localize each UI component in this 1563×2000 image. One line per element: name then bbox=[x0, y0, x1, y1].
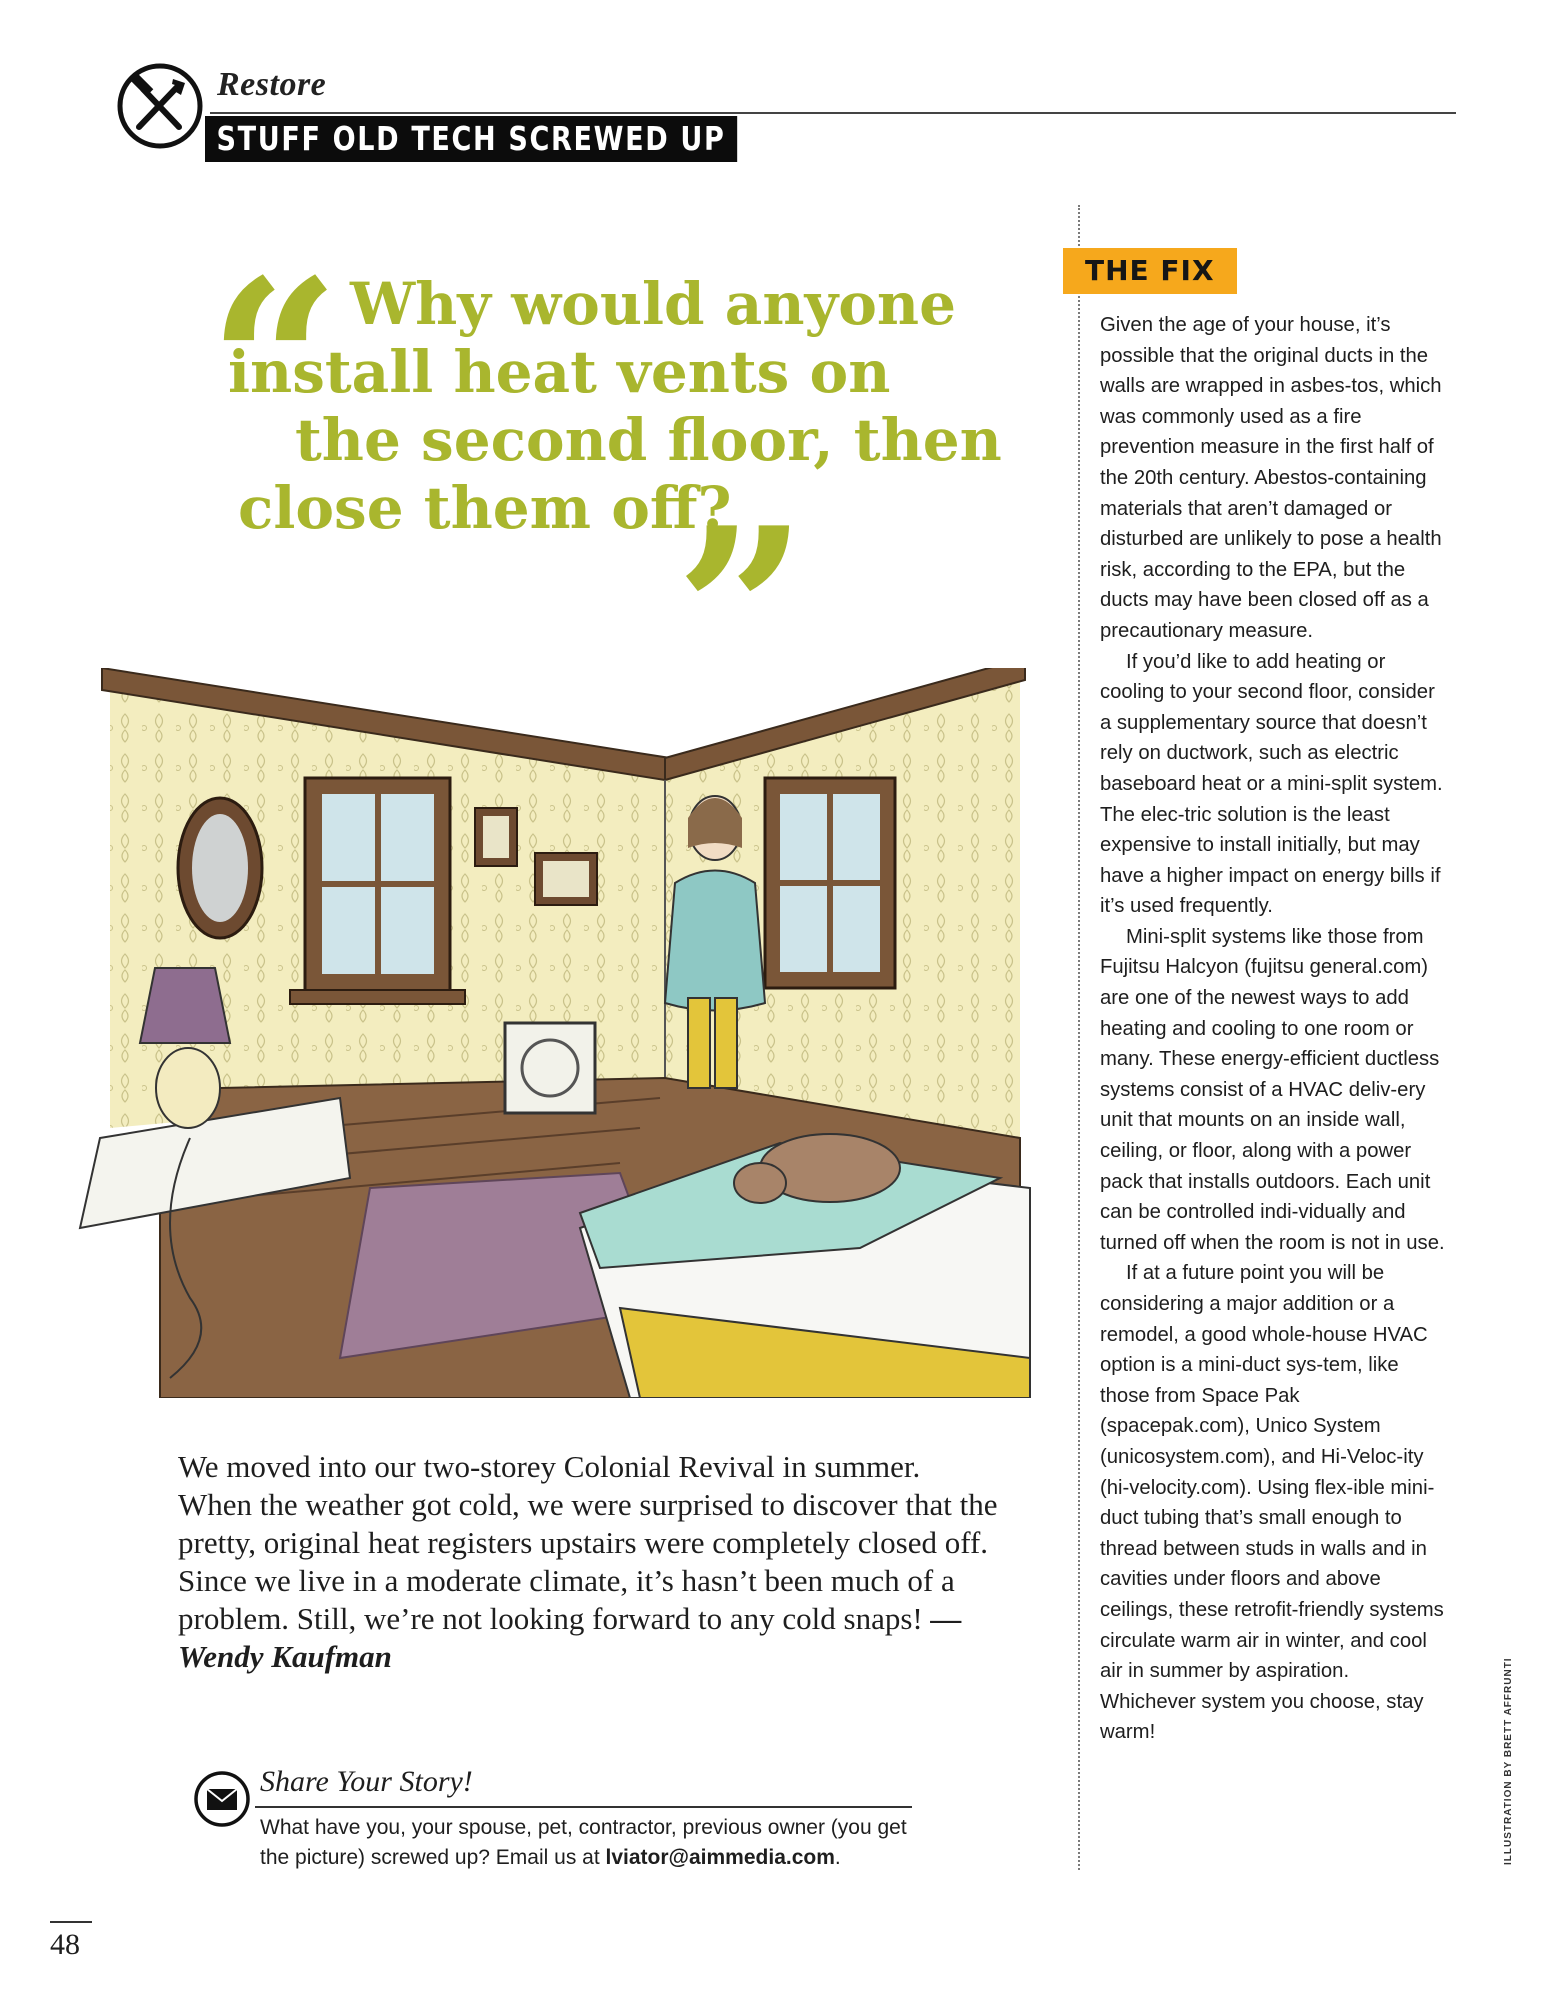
the-fix-label: THE FIX bbox=[1063, 248, 1237, 294]
header-rule bbox=[210, 112, 1456, 114]
bedroom-illustration bbox=[40, 668, 1040, 1398]
fix-paragraph: If you’d like to add heating or cooling to your second floor, consider a supplementary source that doesn’t rely on ductwork, such as electric baseboard heat or a mini-split system. The elec-tric solution is the least expensive to install initially, but may have a higher impact on energy bills if it’s used frequently. bbox=[1100, 650, 1443, 918]
page-number: 48 bbox=[50, 1928, 80, 1961]
open-quote-mark: “ bbox=[208, 230, 341, 500]
share-end: . bbox=[834, 1846, 841, 1869]
reader-story bbox=[178, 1448, 998, 1676]
the-fix-body bbox=[1100, 310, 1445, 1748]
envelope-icon bbox=[193, 1770, 251, 1828]
department-title: STUFF OLD TECH SCREWED UP bbox=[205, 116, 737, 162]
section-title: Restore bbox=[217, 66, 327, 103]
story-signature: —Wendy Kaufman bbox=[178, 1601, 962, 1674]
pull-quote-line: Why would anyone bbox=[350, 270, 956, 338]
pull-quote-line: the second floor, then bbox=[295, 406, 1002, 474]
page-number-rule bbox=[50, 1921, 92, 1923]
share-body: What have you, your spouse, pet, contractor, previous owner (you get the picture) screwed up? Email us at bbox=[260, 1816, 907, 1869]
fix-paragraph: Given the age of your house, it’s possible that the original ducts in the walls are wrapped in asbes-tos, which was commonly used as a fire prevention measure in the first half of the 20th century. Abestos-containing materials that aren’t damaged or disturbed are unlikely to pose a health risk, according to the EPA, but the ducts may have been closed off as a precautionary measure. bbox=[1100, 314, 1442, 642]
share-title: Share Your Story! bbox=[260, 1765, 473, 1798]
sidebar-divider bbox=[1078, 205, 1080, 1870]
share-email-link[interactable]: lviator@aimmedia.com bbox=[605, 1846, 835, 1869]
fix-paragraph: Mini-split systems like those from Fujitsu Halcyon (fujitsu general.com) are one of the newest ways to add heating and cooling to one room or many. These energy-efficient ductless systems consist of a HVAC deliv-ery unit that mounts on an inside wall, ceiling, or floor, along with a power pack that installs outdoors. Each unit can be controlled indi-vidually and turned off when the room is not in use. bbox=[1100, 925, 1445, 1254]
story-text: We moved into our two-storey Colonial Revival in summer. When the weather got cold, we were surprised to discover that the pretty, original heat registers upstairs were completely closed off. Since we live in a moderate climate, it’s hasn’t been much of a problem. Still, we’re not looking forward to any cold snaps! bbox=[178, 1449, 998, 1636]
hammer-wrench-icon bbox=[117, 63, 203, 149]
share-rule bbox=[255, 1806, 912, 1808]
close-quote-mark: ” bbox=[675, 478, 808, 748]
pull-quote-line: install heat vents on bbox=[228, 338, 891, 406]
share-text bbox=[260, 1813, 920, 1873]
illustration-credit: ILLUSTRATION BY BRETT AFFRUNTI bbox=[1503, 1657, 1514, 1865]
pull-quote-line: close them off? bbox=[238, 474, 732, 542]
fix-paragraph: If at a future point you will be considering a major addition or a remodel, a good whole-house HVAC option is a mini-duct sys-tem, like those from Space Pak (spacepak.com), Unico System (unicosystem.com), and Hi-Veloc-ity (hi-velocity.com). Using flex-ible mini-duct tubing that’s small enough to thread between studs in walls and in cavities under floors and above ceilings, these retrofit-friendly systems circulate warm air in winter, and cool air in summer by aspiration. Whichever system you choose, stay warm! bbox=[1100, 1262, 1444, 1744]
